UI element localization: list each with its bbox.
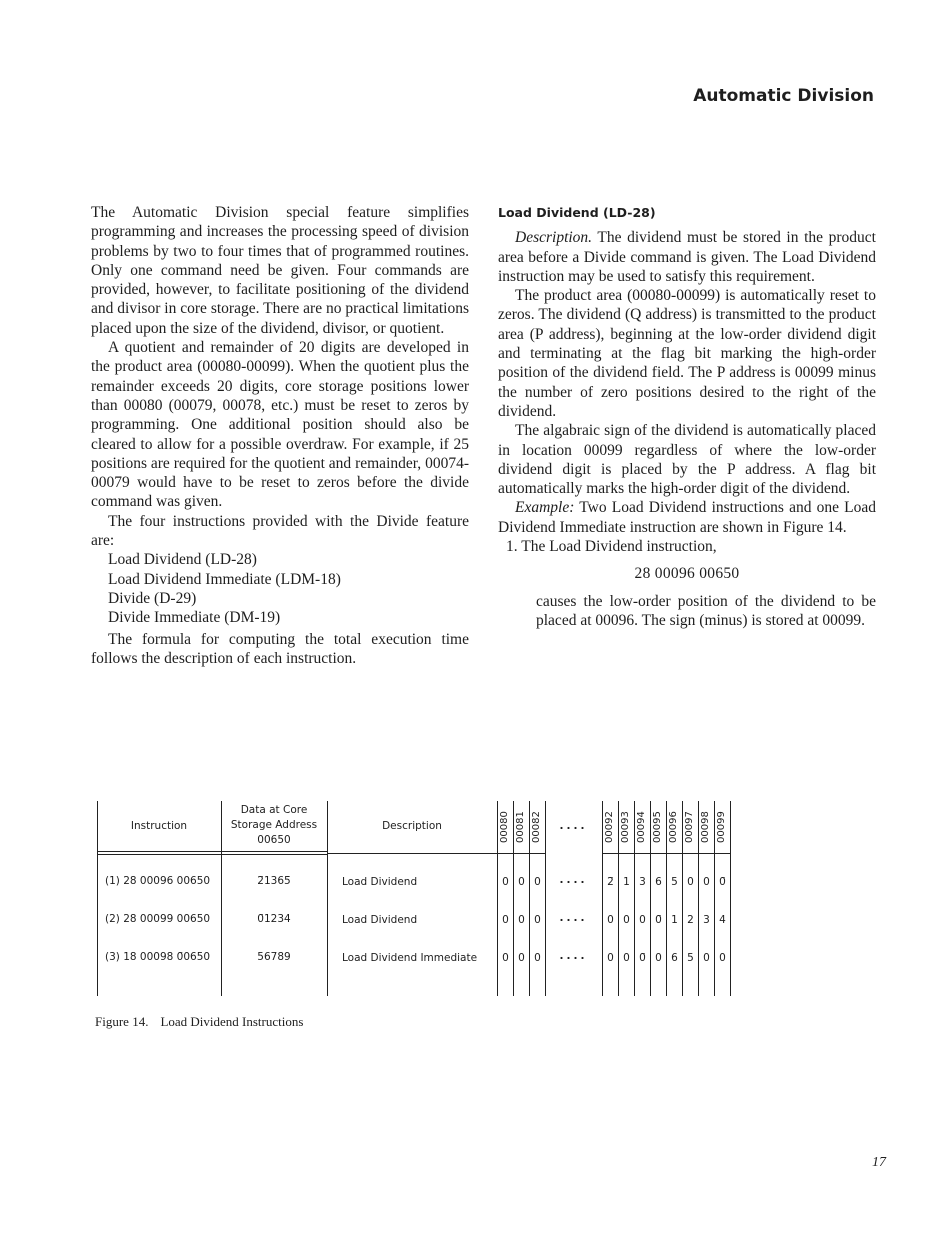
row-instruction: (1) 28 00096 00650 [105, 875, 211, 887]
list-item: Load Dividend Immediate (LDM-18) [108, 570, 341, 588]
left-column [91, 203, 469, 668]
digit: 0 [518, 914, 525, 926]
digit: 0 [687, 876, 694, 888]
digit: 0 [518, 876, 525, 888]
sign-paragraph: The algabraic sign of the dividend is automatically placed in location 00099 regardless of where the low-order dividend digit is placed by the P address. A flag bit automatically marks the high-order digit of the dividend. [498, 422, 876, 498]
digit: 1 [671, 914, 678, 926]
digit: 0 [703, 952, 710, 964]
formula-paragraph: The formula for computing the total execution time follows the description of each instruction. [91, 630, 469, 667]
list-item: Load Dividend (LD-28) [108, 551, 257, 569]
digit: 0 [518, 952, 525, 964]
digit: 0 [534, 952, 541, 964]
digit: 0 [502, 952, 509, 964]
digit: 0 [607, 914, 614, 926]
digit: 5 [687, 952, 694, 964]
row-description: Load Dividend [342, 914, 418, 926]
figure-title: Load Dividend Instructions [160, 1014, 304, 1029]
digit: 2̄ [607, 876, 614, 888]
row-data: 56789 [257, 951, 291, 963]
digit: 0 [502, 914, 509, 926]
digit: 2 [687, 914, 694, 926]
description-paragraph [498, 228, 876, 286]
row-ellipsis: .... [559, 874, 588, 886]
quotient-paragraph: A quotient and remainder of 20 digits are developed in the product area (00080-00099). When the quotient plus the remainder exceeds 20 digits, core storage positions lower than 00080 (00079, 00078, etc.) must be reset to zeros by programming. One additional position should also be cleared to allow for a possible overdraw. For example, if 25 positions are required for the quotient and remainder, 00074-00079 would have to be reset to zeros before the divide command was given. [91, 339, 469, 511]
digit: 1 [623, 876, 630, 888]
address-label: 00080 [499, 811, 510, 843]
example-label: Example: [515, 499, 575, 517]
digit: 0̄ [639, 952, 646, 964]
address-label: 00082 [531, 811, 542, 843]
digit: 6 [671, 952, 678, 964]
figure-caption [95, 1014, 303, 1030]
subheading: Load Dividend (LD-28) [498, 205, 656, 220]
item-1-intro: 1. The Load Dividend instruction, [506, 538, 717, 556]
row-ellipsis: .... [559, 912, 588, 924]
row-description: Load Dividend Immediate [342, 952, 478, 964]
figure-14-table [97, 801, 737, 996]
description-text: The dividend must be stored in the product area before a Divide command is given. The Load Dividend instruction may be used to satisfy this requirement. [498, 229, 876, 285]
row-data: 2̄1365̄ [257, 875, 291, 887]
header-instruction: Instruction [130, 820, 188, 832]
digit: 0 [703, 876, 710, 888]
row-data: 0̄1234 [257, 913, 291, 925]
item-1-instruction: 28 00096 00650 [634, 565, 740, 583]
address-label: 00097 [684, 811, 695, 843]
instructions-intro: The four instructions provided with the Divide feature are: [91, 512, 469, 550]
digit: 3 [703, 914, 710, 926]
header-data-line1: Data at Core [240, 804, 308, 816]
item-1-explanation: causes the low-order position of the dividend to be placed at 00096. The sign (minus) is stored at 00099. [536, 592, 876, 629]
address-label: 00099 [716, 811, 727, 843]
row-ellipsis: .... [559, 950, 588, 962]
digit: 4 [719, 914, 726, 926]
digit: 0 [502, 876, 509, 888]
description-label: Description. [515, 229, 593, 247]
digit: 0 [534, 914, 541, 926]
digit: 0 [719, 952, 726, 964]
digit: 0 [639, 914, 646, 926]
row-instruction: (3) 18 00098 0̄0650 [105, 951, 211, 963]
header-data-line3: 00650 [257, 834, 291, 846]
section-title: Automatic Division [693, 86, 874, 106]
row-description: Load Dividend [342, 876, 418, 888]
address-label: 00096 [668, 811, 679, 843]
digit: 3 [639, 876, 646, 888]
row-instruction: (2) 28 00099 00650 [105, 913, 211, 925]
product-area-paragraph: The product area (00080-00099) is automatically reset to zeros. The dividend (Q address) is transmitted to the product area (P address), beginning at the low-order dividend digit and terminating at the flag bit marking the high-order position of the dividend field. The P address is 00099 minus the number of zero positions desired to the right of the dividend. [498, 287, 876, 420]
address-label: 00093 [620, 811, 631, 843]
intro-paragraph: The Automatic Division special feature simplifies programming and increases the processing speed of division problems by two to four times that of programmed routines. Only one command need be given. Four commands are provided, however, to facilitate positioning of the dividend and divisor in core storage. There are no practical limitations placed upon the size of the dividend, divisor, or quotient. [91, 204, 469, 337]
digit: 6 [655, 876, 662, 888]
page-number: 17 [872, 1155, 886, 1170]
header-data-line2: Storage Address [230, 819, 318, 831]
digit: 0 [655, 952, 662, 964]
digit: 0 [623, 914, 630, 926]
address-label: 00095 [652, 811, 663, 843]
header-description: Description [382, 820, 442, 832]
right-column [498, 203, 876, 630]
figure-number: Figure 14. [95, 1014, 149, 1029]
header-ellipsis: .... [559, 820, 588, 832]
list-item: Divide (D-29) [108, 589, 197, 607]
digit: 0̄ [655, 914, 662, 926]
digit: 0̄ [719, 876, 726, 888]
address-label: 00081 [515, 811, 526, 843]
address-label: 00094 [636, 811, 647, 843]
digit: 0 [534, 876, 541, 888]
digit: 5 [671, 876, 678, 888]
example-paragraph [498, 498, 876, 537]
digit: 0 [623, 952, 630, 964]
list-item: Divide Immediate (DM-19) [108, 609, 281, 627]
address-label: 00092 [604, 811, 615, 843]
address-label: 00098 [700, 811, 711, 843]
digit: 0 [607, 952, 614, 964]
example-text: Two Load Dividend instructions and one Load Dividend Immediate instruction are shown in Figure 14. [498, 499, 876, 536]
